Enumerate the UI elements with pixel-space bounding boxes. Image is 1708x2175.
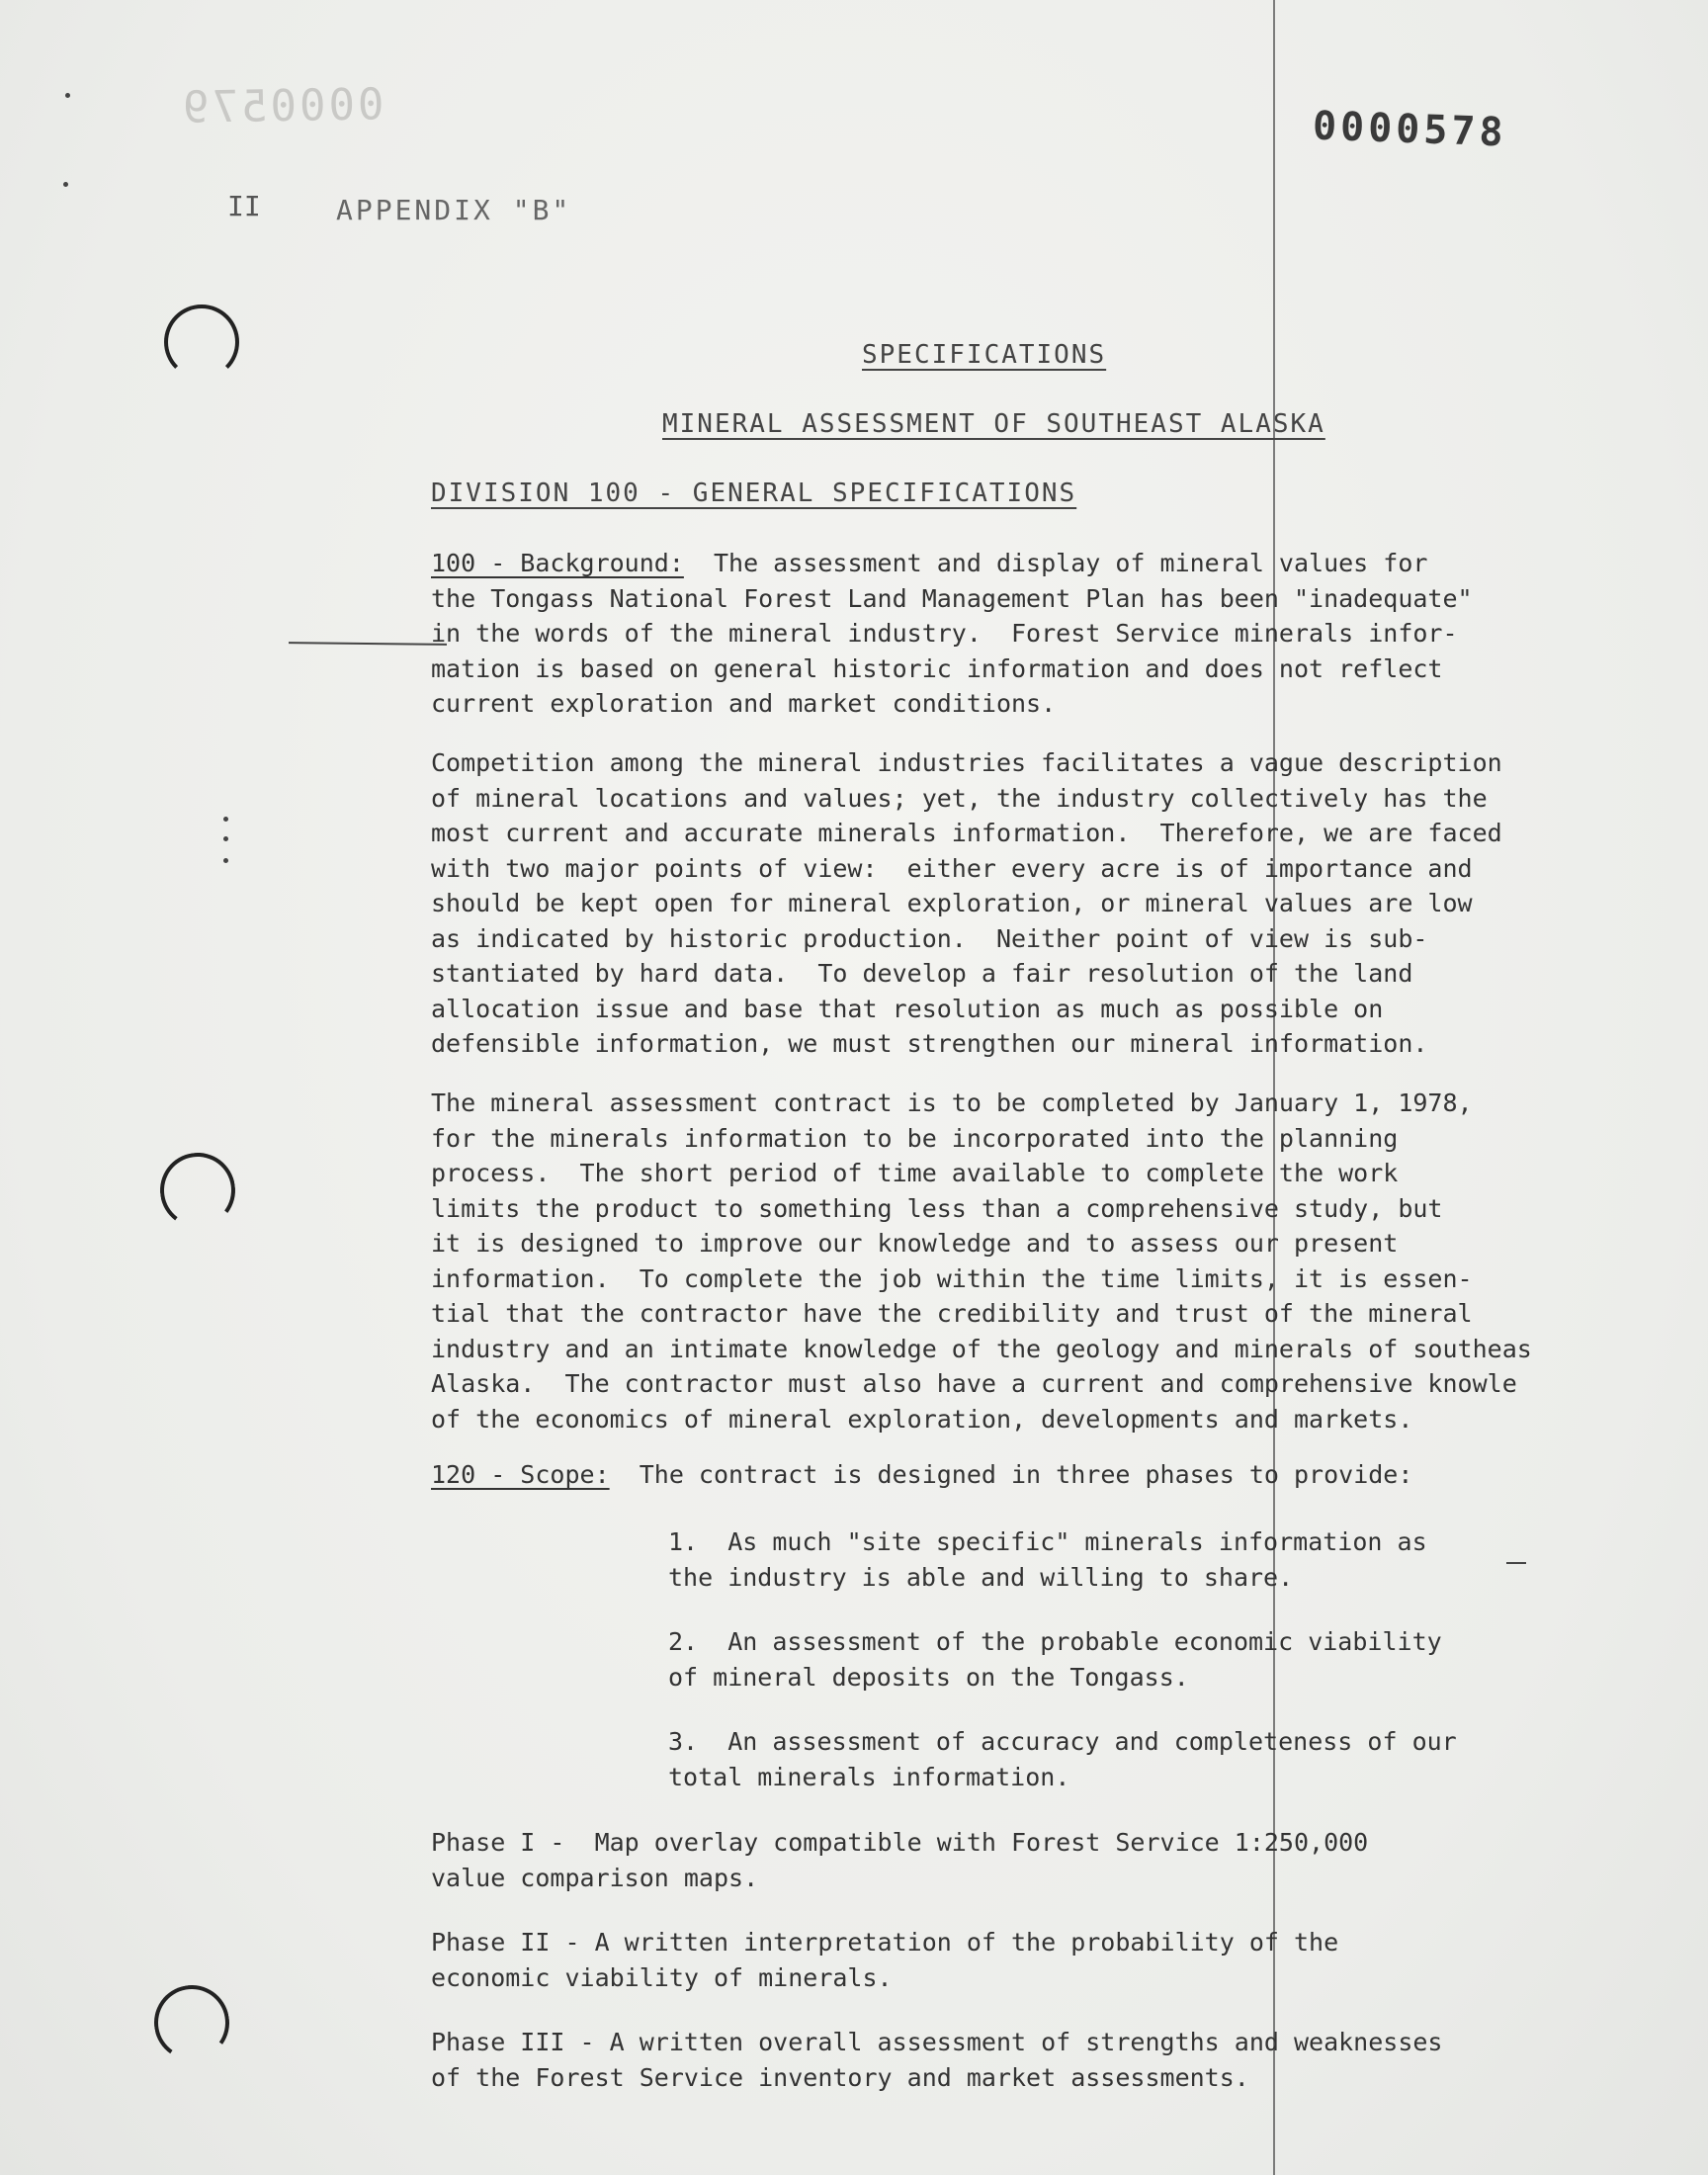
punch-hole-top <box>164 304 239 380</box>
competition-paragraph: Competition among the mineral industries facilitates a vague description of mineral locations and values; yet, the industry collectively has the most current and accurate minerals information. Therefore, we are faced with two major points of view: either every acre is of importance and should be kept open for mineral exploration, or mineral values are low as indicated by historic production. Neither point of view is sub- stantiated by hard data. To develop a fair resolution of the land allocation issue and base that resolution as much as possible on defensible information, we must strengthen our mineral information. <box>431 748 1502 1058</box>
phase-1: Phase I - Map overlay compatible with Forest Service 1:250,000 value comparison maps. <box>431 1828 1369 1892</box>
scope-intro: The contract is designed in three phases to provide: <box>609 1460 1413 1489</box>
speck <box>223 836 228 841</box>
background-heading: 100 - Background: <box>431 549 684 577</box>
punch-hole-middle <box>155 1148 240 1233</box>
bleed-through-number: 0000579 <box>179 79 384 133</box>
scope-heading: 120 - Scope: <box>431 1460 610 1489</box>
speck <box>65 93 70 98</box>
document-number-stamp: 0000578 <box>1312 103 1508 156</box>
handwritten-line <box>289 642 447 646</box>
punch-hole-bottom <box>148 1979 235 2066</box>
division-heading: DIVISION 100 - GENERAL SPECIFICATIONS <box>431 478 1077 508</box>
speck <box>223 858 228 863</box>
margin-mark: II <box>227 190 261 222</box>
specifications-title: SPECIFICATIONS <box>862 340 1107 370</box>
background-body: the Tongass National Forest Land Management Plan has been "inadequate" in the words of the mineral industry. Forest Service minerals infor- mation is based on general historic information and does not reflect current exploration and market conditions. <box>431 583 1473 718</box>
contract-paragraph: The mineral assessment contract is to be completed by January 1, 1978, for the minerals information to be incorporated into the planning process. The short period of time available to complete the work limits the product to something less than a comprehensive study, but it is designed to improve our knowledge and to assess our present information. To complete the job within the time limits, it is essen- tial that the contractor have the credibility and trust of the mineral industry and an intimate knowledge of the geology and minerals of southeas Alaska. The contractor must also have a current and comprehensive knowle of the economics of mineral exploration, developments and markets. <box>431 1088 1532 1434</box>
scope-item-1: 1. As much "site specific" minerals information as the industry is able and willing to share. <box>668 1527 1427 1592</box>
scope-paragraph <box>431 1457 1412 1493</box>
appendix-label: APPENDIX "B" <box>336 194 572 226</box>
margin-tick <box>1506 1562 1526 1564</box>
phase-2: Phase II - A written interpretation of the probability of the economic viability of minerals. <box>431 1928 1339 1992</box>
project-title: MINERAL ASSESSMENT OF SOUTHEAST ALASKA <box>662 409 1325 439</box>
speck <box>63 182 68 187</box>
background-paragraph <box>431 546 1473 722</box>
background-first-line: The assessment and display of mineral values for <box>683 549 1428 577</box>
phase-3: Phase III - A written overall assessment of strengths and weaknesses of the Forest Service inventory and market assessments. <box>431 2028 1443 2092</box>
scope-item-2: 2. An assessment of the probable economic viability of mineral deposits on the Tongass. <box>668 1627 1442 1692</box>
speck <box>223 817 228 822</box>
scope-item-3: 3. An assessment of accuracy and completeness of our total minerals information. <box>668 1727 1457 1791</box>
